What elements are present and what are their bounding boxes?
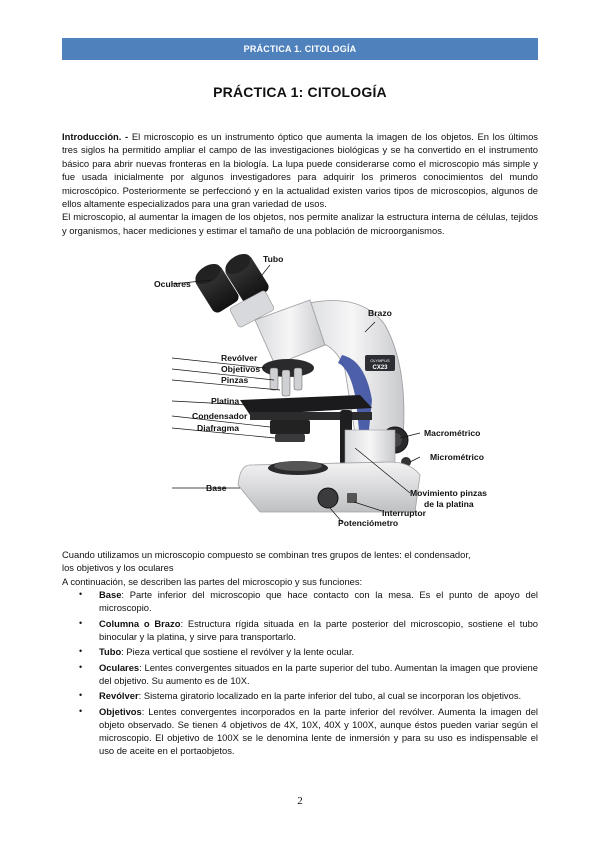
part-desc: : Parte inferior del microscopio que hace contacto con la mesa. Es el punto de apoyo del microscopio.	[99, 589, 538, 614]
label-diafragma: Diafragma	[197, 423, 240, 433]
label-pinzas: Pinzas	[221, 375, 249, 385]
intro-paragraph-1	[62, 130, 538, 210]
list-item	[62, 705, 538, 758]
bullet-icon: •	[79, 705, 83, 716]
bullet-icon: •	[79, 661, 83, 672]
label-macrometrico: Macrométrico	[424, 428, 481, 438]
part-desc: : Pieza vertical que sostiene el revólver y la lente ocular.	[121, 646, 355, 658]
introduction-section	[62, 130, 538, 237]
part-desc: : Sistema giratorio localizado en la parte inferior del tubo, al cual se incorporan los objetivos.	[138, 690, 522, 702]
parts-list	[62, 588, 538, 757]
microscope-figure	[110, 250, 530, 540]
intro-lead: Introducción. -	[62, 131, 129, 142]
label-movimiento-1: Movimiento pinzas	[410, 488, 487, 498]
part-desc: : Estructura rígida situada en la parte posterior del microscopio, sostiene el tubo binocular y la platina, y sirve para transportarlo.	[99, 617, 538, 643]
brand-text: OLYMPUS	[370, 358, 390, 363]
label-brazo: Brazo	[368, 308, 392, 318]
part-term: Tubo	[99, 646, 122, 658]
part-term: Base	[99, 589, 122, 601]
parts-section	[62, 548, 538, 760]
part-term: Objetivos	[99, 705, 142, 717]
bullet-icon: •	[79, 690, 83, 701]
label-revolver: Revólver	[221, 353, 258, 363]
part-desc: : Lentes convergentes incorporados en la parte inferior del revólver. Aumenta la imagen del objeto observado. Se tienen 4 objetivos de 4X, 10X, 40X y 100X, aunque éstos pueden variar según el microscopio. El objetivo de 100X se le denomina lente de inmersión y para su uso es indispensable el uso de aceite en el portaobjetos.	[99, 705, 538, 757]
header-title: PRÁCTICA 1. CITOLOGÍA	[243, 44, 357, 54]
list-item	[62, 689, 538, 702]
label-objetivos: Objetivos	[221, 364, 261, 374]
list-item	[62, 645, 538, 658]
label-condensador: Condensador	[192, 411, 248, 421]
bullet-icon: •	[79, 589, 83, 600]
label-base: Base	[206, 483, 227, 493]
page-number: 2	[297, 795, 303, 807]
part-term: Oculares	[99, 661, 140, 673]
bullet-icon: •	[79, 617, 83, 628]
label-oculares: Oculares	[154, 279, 191, 289]
bullet-icon: •	[79, 646, 83, 657]
label-interruptor: Interruptor	[382, 508, 426, 518]
label-platina: Platina	[211, 396, 240, 406]
model-text: CX23	[372, 365, 388, 371]
part-desc: : Lentes convergentes situados en la parte superior del tubo. Aumentan la imagen que proviene del objetivo. Su aumento es de 10X.	[99, 661, 538, 686]
label-movimiento-2: de la platina	[424, 499, 474, 509]
intro-paragraph-2: El microscopio, al aumentar la imagen de los objetos, nos permite analizar la estructura interna de células, tejidos y organismos, hacer mediciones y estimar el tamaño de una población de microorganismos.	[62, 211, 538, 236]
part-term: Columna o Brazo	[99, 617, 181, 629]
list-item	[62, 617, 538, 643]
intro-text-1: El microscopio es un instrumento óptico que aumenta la imagen de los objetos. En los últimos tres siglos ha permitido ampliar el campo de las investigaciones biológicas y se ha convertido en el instrumento básico para abrir nuevas fronteras en la biología. La lupa puede considerarse como el microscopio más simple y fue usada inicialmente por algunos investigadores para adquirir los primeros conocimientos del mundo microscópico. Posteriormente se perfeccionó y en la actualidad existen varios tipos de microscopios, algunos de ellos altamente especializados para una gran variedad de usos.	[62, 131, 538, 210]
part-term: Revólver	[99, 690, 139, 702]
lenses-line-2: los objetivos y los oculares	[62, 562, 174, 574]
label-tubo: Tubo	[263, 254, 284, 264]
header-bar	[62, 38, 538, 60]
list-item	[62, 661, 538, 687]
list-item	[62, 588, 538, 614]
label-micrometrico: Micrométrico	[430, 452, 484, 462]
lenses-line-1: Cuando utilizamos un microscopio compuesto se combinan tres grupos de lentes: el condensador,	[62, 549, 471, 560]
document-title: PRÁCTICA 1: CITOLOGÍA	[213, 84, 387, 100]
label-potenciometro: Potenciómetro	[338, 518, 399, 528]
parts-intro: A continuación, se describen las partes del microscopio y sus funciones:	[62, 575, 363, 587]
